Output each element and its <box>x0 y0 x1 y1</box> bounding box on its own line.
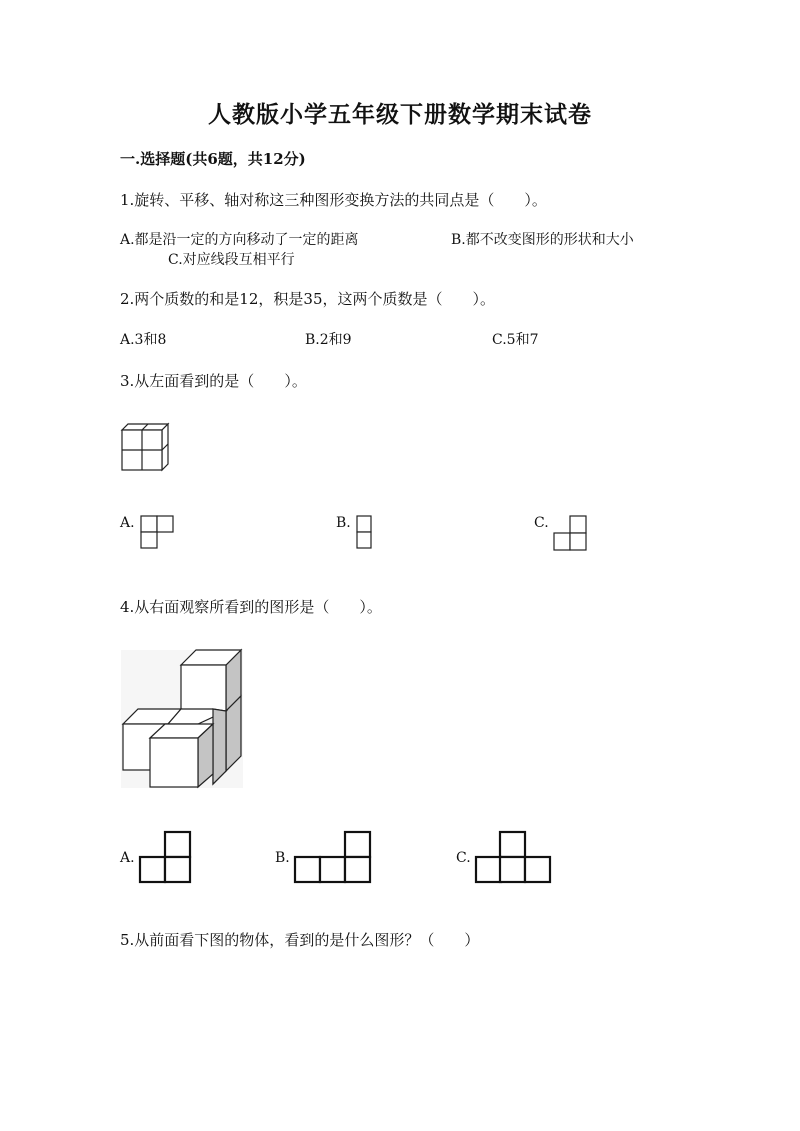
question-4-option-c[interactable]: C. <box>456 850 471 866</box>
question-5-text: 5.从前面看下图的物体，看到的是什么图形？（ ） <box>120 931 480 949</box>
section-heading: 一.选择题(共6题，共12分) <box>120 150 306 168</box>
question-2-option-b[interactable]: B.2和9 <box>305 332 352 348</box>
question-4-option-a[interactable]: A. <box>120 850 135 866</box>
question-3-option-c-figure <box>553 515 589 551</box>
question-4-cube-figure <box>121 650 243 788</box>
question-3-cube-figure <box>118 420 174 472</box>
question-3-text: 3.从左面看到的是（ ）。 <box>120 372 307 390</box>
question-3-option-a-figure <box>140 515 176 551</box>
question-3-option-b-figure <box>356 515 374 551</box>
question-1-option-c[interactable]: C.对应线段互相平行 <box>168 252 295 268</box>
question-2-text: 2.两个质数的和是12，积是35，这两个质数是（ ）。 <box>120 290 495 308</box>
question-1-option-a[interactable]: A.都是沿一定的方向移动了一定的距离 <box>120 232 359 248</box>
question-2-option-a[interactable]: A.3和8 <box>120 332 167 348</box>
question-1-option-b[interactable]: B.都不改变图形的形状和大小 <box>451 232 634 248</box>
page-title: 人教版小学五年级下册数学期末试卷 <box>208 101 592 128</box>
question-4-option-b[interactable]: B. <box>275 850 290 866</box>
question-3-option-a[interactable]: A. <box>120 515 135 531</box>
question-4-option-c-figure <box>474 830 556 886</box>
question-4-option-a-figure <box>138 830 194 886</box>
question-2-option-c[interactable]: C.5和7 <box>492 332 539 348</box>
question-3-option-c[interactable]: C. <box>534 515 549 531</box>
question-1-text: 1.旋转、平移、轴对称这三种图形变换方法的共同点是（ ）。 <box>120 191 547 209</box>
question-4-option-b-figure <box>293 830 375 886</box>
question-4-text: 4.从右面观察所看到的图形是（ ）。 <box>120 598 382 616</box>
question-3-option-b[interactable]: B. <box>336 515 351 531</box>
